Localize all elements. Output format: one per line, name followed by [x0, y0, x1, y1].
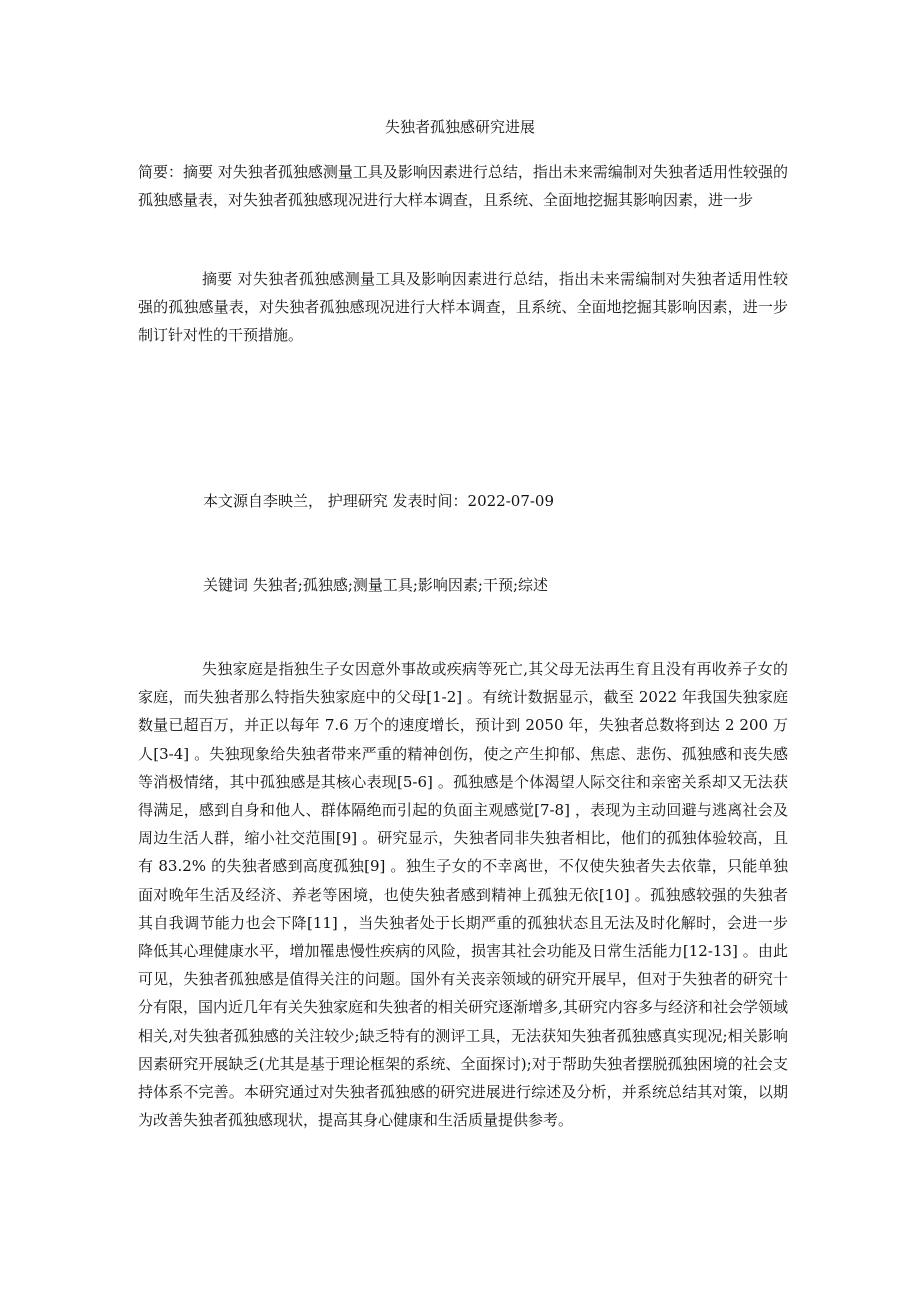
- document-title: 失独者孤独感研究进展: [384, 118, 535, 136]
- abstract-paragraph: 摘要 对失独者孤独感测量工具及影响因素进行总结，指出未来需编制对失独者适用性较强的孤独感量表，对失独者孤独感现况进行大样本调查，且系统、全面地挖掘其影响因素，进一步制订针对性的干预措施。: [138, 270, 788, 344]
- keywords-line: 关键词 失独者;孤独感;测量工具;影响因素;干预;综述: [203, 576, 549, 594]
- body-paragraph: 失独家庭是指独生子女因意外事故或疾病等死亡,其父母无法再生育且没有再收养子女的家庭，而失独者那么特指失独家庭中的父母[1-2] 。有统计数据显示，截至 2022 年我国失独家庭数量已超百万，并正以每年 7.6 万个的速度增长，预计到 2050 年，失独者总数将到达 2 200 万人[3-4] 。失独现象给失独者带来严重的精神创伤，使之产生抑郁、焦虑、悲伤、孤独感和丧失感等消极情绪，其中孤独感是其核心表现[5-6] 。孤独感是个体渴望人际交往和亲密关系却又无法获得满足，感到自身和他人、群体隔绝而引起的负面主观感觉[7-8] ，表现为主动回避与逃离社会及周边生活人群，缩小社交范围[9] 。研究显示，失独者同非失独者相比，他们的孤独体验较高，且有 83.2% 的失独者感到高度孤独[9] 。独生子女的不幸离世，不仅使失独者失去依靠，只能单独面对晚年生活及经济、养老等困境，也使失独者感到精神上孤独无依[10] 。孤独感较强的失独者其自我调节能力也会下降[11] ，当失独者处于长期严重的孤独状态且无法及时化解时，会进一步降低其心理健康水平，增加罹患慢性疾病的风险，损害其社会功能及日常生活能力[12-13] 。由此可见，失独者孤独感是值得关注的问题。国外有关丧亲领域的研究开展早，但对于失独者的研究十分有限，国内近几年有关失独家庭和失独者的相关研究逐渐增多,其研究内容多与经济和社会学领域相关,对失独者孤独感的关注较少;缺乏特有的测评工具，无法获知失独者孤独感真实现况;相关影响因素研究开展缺乏(尤其是基于理论框架的系统、全面探讨);对于帮助失独者摆脱孤独困境的社会支持体系不完善。本研究通过对失独者孤独感的研究进展进行综述及分析，并系统总结其对策，以期为改善失独者孤独感现状，提高其身心健康和生活质量提供参考。: [138, 660, 788, 1130]
- source-meta-line: 本文源自李映兰， 护理研究 发表时间：2022-07-09: [203, 492, 555, 510]
- summary-paragraph: 简要：摘要 对失独者孤独感测量工具及影响因素进行总结，指出未来需编制对失独者适用性较强的孤独感量表，对失独者孤独感现况进行大样本调查，且系统、全面地挖掘其影响因素，进一步: [138, 163, 788, 209]
